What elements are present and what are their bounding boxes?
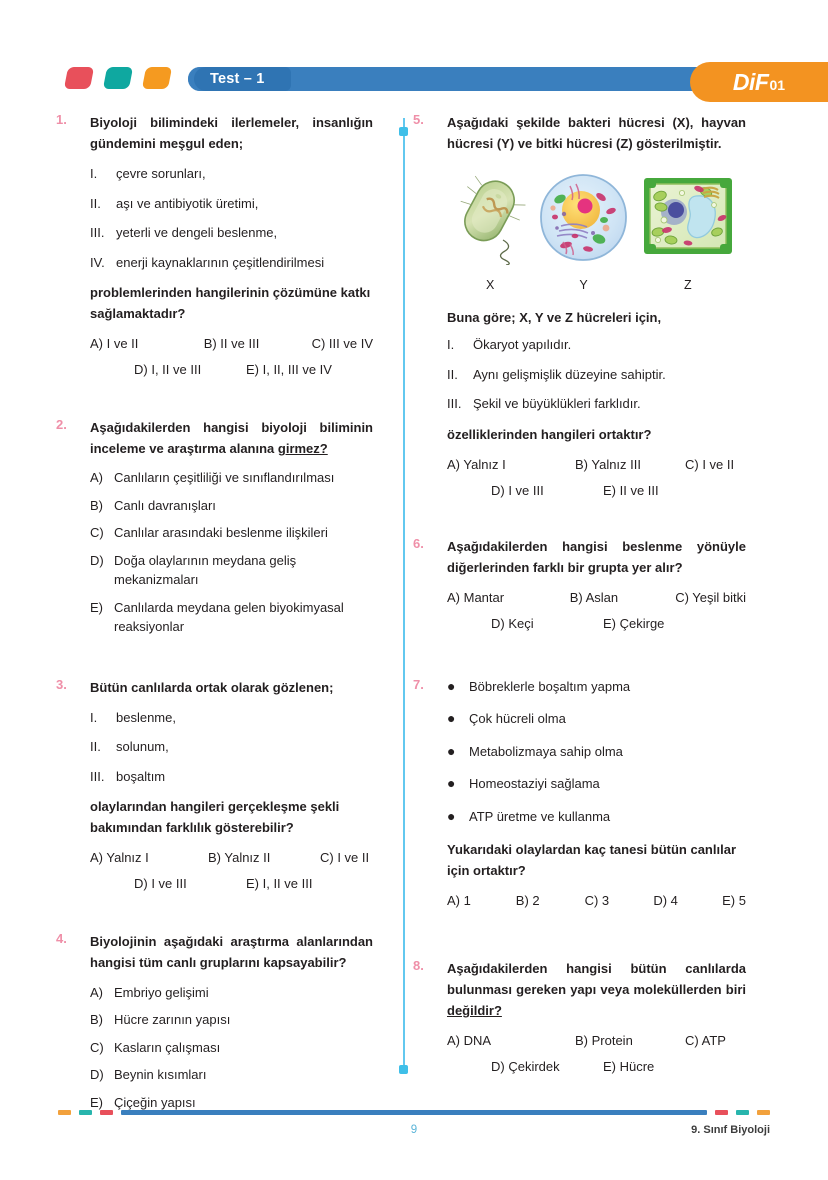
option-row-de [447,483,746,498]
option-b[interactable]: B) II ve III [203,336,260,352]
option-c[interactable]: C) III ve IV [311,336,373,352]
roman-numeral: I. [447,337,455,353]
book-title: 9. Sınıf Biyoloji [691,1124,770,1136]
plant-cell-icon [638,170,738,265]
option-letter: B) [90,1012,103,1028]
option-e[interactable]: E) II ve III [603,482,659,498]
roman-numeral: III. [90,225,105,241]
question-3-roman-list [90,708,373,787]
brand-logo-text: DiF [732,68,769,95]
list-item[interactable] [90,496,373,516]
list-item [90,194,373,214]
bacteria-cell-figure [451,170,529,292]
roman-text: Ökaryot yapılıdır. [473,337,572,353]
question-8-stem-text: Aşağıdakilerden hangisi bütün canlılarda bulunması gereken yapı veya moleküllerden biri [447,961,746,998]
cell-label-z: Z [683,278,692,293]
option-text: Doğa olaylarının meydana geliş mekanizmaları [114,552,297,588]
list-item[interactable] [90,523,373,543]
list-item [447,807,746,827]
list-item [90,164,373,184]
option-e[interactable]: E) Hücre [603,1059,655,1075]
bullet-icon: ● [447,807,456,824]
cell-label-y: Y [579,278,588,293]
question-3-sub-stem: olaylarından hangileri gerçekleşme şekli bakımından farklılık gösterebilir? [90,799,340,836]
option-c[interactable]: C) ATP [685,1033,726,1049]
header-decoration-shapes [66,67,170,89]
brand-logo-number: 01 [769,77,786,93]
footer-dash-gap [92,1110,100,1115]
right-column [373,112,746,1138]
option-d[interactable]: D) Çekirdek [491,1059,560,1075]
page-number: 9 [410,1124,418,1136]
option-e[interactable]: E) 5 [722,893,746,909]
footer-rule [58,1110,770,1115]
question-8 [413,958,746,1074]
option-text: Embriyo gelişimi [114,984,209,1000]
cell-types-figure [447,170,746,292]
question-1-number: 1. [56,112,67,127]
list-item [447,394,746,414]
list-item [90,223,373,243]
option-text: Canlılarda meydana gelen biyokimyasal reaksiyonlar [114,599,344,635]
option-letter: A) [90,984,103,1000]
roman-text: Şekil ve büyüklükleri farklıdır. [473,396,641,412]
question-2-number: 2. [56,417,67,433]
roman-text: enerji kaynaklarının çeşitlendirilmesi [116,254,325,270]
option-letter: E) [90,599,103,615]
question-1 [56,112,373,377]
option-a[interactable]: A) I ve II [90,336,139,352]
option-letter: E) [90,1094,103,1110]
footer-dash-teal-right [736,1110,749,1115]
bullet-icon: ● [447,742,456,759]
bullet-text: Homeostaziyi sağlama [469,776,600,792]
question-7-number: 7. [413,676,424,692]
question-7 [413,677,746,909]
footer-dash-orange-right [757,1110,770,1115]
question-1-stem: Biyoloji bilimindeki ilerlemeler, insanlığın gündemini meşgul eden; [90,115,373,152]
question-6 [413,536,746,631]
list-item [447,742,746,762]
option-c[interactable]: C) I ve II [320,850,370,866]
question-7-options [447,893,746,908]
roman-numeral: IV. [90,254,105,270]
animal-cell-figure [533,170,633,292]
page-header [0,62,828,96]
option-row-de [90,876,373,891]
option-text: Canlı davranışları [114,497,216,513]
question-5-number: 5. [413,112,424,127]
roman-text: solunum, [116,739,169,755]
question-4-options [90,983,373,1113]
roman-numeral: III. [90,768,105,784]
question-4-stem: Biyolojinin aşağıdaki araştırma alanlarından hangisi tüm canlı gruplarını kapsayabilir? [90,934,373,971]
question-2-options [90,468,373,637]
roman-numeral: III. [447,396,462,412]
list-item[interactable] [90,983,373,1003]
option-c[interactable]: C) Yeşil bitki [675,589,746,605]
question-5-figure-caption: Buna göre; X, Y ve Z hücreleri için, [447,310,662,326]
footer-dash-gap [728,1110,736,1115]
question-6-number: 6. [413,535,424,551]
footer-dash-orange-left [58,1110,71,1115]
option-letter: C) [90,1039,104,1055]
question-2-stem [90,417,373,459]
animal-cell-icon [533,170,633,265]
decoration-shape-red [64,67,94,89]
option-d[interactable]: D) 4 [653,893,678,909]
list-item[interactable] [90,1038,373,1058]
footer-dash-gap [707,1110,715,1115]
bacteria-cell-icon [451,170,529,265]
option-d[interactable]: D) I, II ve III [134,362,202,378]
question-5-roman-list [447,335,746,414]
bullet-text: ATP üretme ve kullanma [469,808,611,824]
footer-long-rule [121,1110,707,1115]
bullet-icon: ● [447,677,456,694]
list-item [90,708,373,728]
question-7-sub-stem: Yukarıdaki olaylardan kaç tanesi bütün canlılar için ortaktır? [447,842,737,879]
roman-numeral: I. [90,709,98,725]
question-2-stem-text: Aşağıdakilerden hangisi biyoloji biliminin inceleme ve araştırma alanına [90,420,373,457]
option-row-de [447,1059,746,1074]
roman-numeral: I. [90,166,98,182]
option-text: Canlılar arasındaki beslenme ilişkileri [114,525,328,541]
option-letter: D) [90,552,104,568]
option-c[interactable]: C) I ve II [685,456,735,472]
option-row-abc [90,850,373,865]
question-2-stem-emphasis: girmez? [277,441,328,457]
list-item[interactable] [90,1010,373,1030]
roman-text: çevre sorunları, [116,166,206,182]
option-b[interactable]: B) Protein [575,1033,633,1049]
option-b[interactable]: B) Yalnız II [208,850,271,866]
question-1-options [90,336,373,377]
roman-text: aşı ve antibiyotik üretimi, [116,195,259,211]
option-row-abc [447,590,746,605]
option-a[interactable]: A) Mantar [447,589,505,605]
question-8-number: 8. [413,958,424,974]
option-row-abc [447,457,746,472]
option-d[interactable]: D) Keçi [491,615,534,631]
question-4-number: 4. [56,931,67,947]
option-letter: B) [90,497,103,513]
page-footer [0,1102,828,1148]
option-c[interactable]: C) 3 [584,893,610,909]
list-item [447,709,746,729]
decoration-shape-orange [142,67,172,89]
bullet-icon: ● [447,775,456,792]
question-2 [56,417,373,637]
footer-dash-teal-left [79,1110,92,1115]
list-item [447,365,746,385]
option-d[interactable]: D) I ve III [134,876,187,892]
option-b[interactable]: B) Yalnız III [575,456,641,472]
list-item[interactable] [90,598,373,637]
decoration-shape-teal [103,67,133,89]
question-5-sub-stem: özelliklerinden hangileri ortaktır? [447,426,652,442]
list-item [90,253,373,273]
option-row-de [90,362,373,377]
option-text: Kasların çalışması [114,1039,221,1055]
option-a[interactable]: A) DNA [447,1033,492,1049]
roman-numeral: II. [447,366,458,382]
option-text: Canlıların çeşitliliği ve sınıflandırılması [114,470,335,486]
option-e[interactable]: E) I, II, III ve IV [246,362,332,378]
question-3-number: 3. [56,676,67,692]
roman-text: beslenme, [116,709,176,725]
bullet-text: Böbreklerle boşaltım yapma [469,678,631,694]
roman-text: boşaltım [116,768,166,784]
option-letter: C) [90,525,104,541]
option-a[interactable]: A) 1 [447,893,471,909]
option-row-abc [447,1033,746,1048]
option-e[interactable]: E) Çekirge [603,615,665,631]
list-item[interactable] [90,1065,373,1085]
question-3 [56,677,373,892]
question-4 [56,931,373,1112]
bullet-text: Metabolizmaya sahip olma [469,743,623,759]
bullet-text: Çok hücreli olma [469,711,566,727]
option-d[interactable]: D) I ve III [491,482,544,498]
bullet-icon: ● [447,710,456,727]
question-7-bullet-list [447,677,746,827]
option-row-abcde [447,893,746,908]
roman-numeral: II. [90,739,101,755]
question-5-options [447,457,746,498]
option-e[interactable]: E) I, II ve III [246,876,313,892]
footer-dash-gap [749,1110,757,1115]
footer-dash-gap [113,1110,121,1115]
question-8-stem [447,958,746,1021]
option-b[interactable]: B) Aslan [569,589,619,605]
question-3-stem: Bütün canlılarda ortak olarak gözlenen; [90,679,334,695]
question-8-stem-emphasis: değildir? [447,1003,502,1019]
roman-numeral: II. [90,195,101,211]
option-letter: D) [90,1067,104,1083]
question-6-options [447,590,746,631]
option-a[interactable]: A) Yalnız I [90,850,149,866]
list-item [90,737,373,757]
option-row-de [447,616,746,631]
question-6-stem: Aşağıdakilerden hangisi beslenme yönüyle diğerlerinden farklı bir grupta yer alır? [447,538,746,575]
option-text: Çiçeğin yapısı [114,1094,196,1110]
left-column [0,112,373,1138]
option-b[interactable]: B) 2 [515,893,540,909]
footer-dash-red-left [100,1110,113,1115]
roman-text: yeterli ve dengeli beslenme, [116,225,278,241]
list-item [90,767,373,787]
footer-dash-red-right [715,1110,728,1115]
plant-cell-figure [638,170,738,292]
question-3-options [90,850,373,891]
option-text: Hücre zarının yapısı [114,1012,231,1028]
roman-text: Aynı gelişmişlik düzeyine sahiptir. [473,366,666,382]
list-item[interactable] [90,551,373,590]
question-8-options [447,1033,746,1074]
list-item [447,677,746,697]
question-5-stem: Aşağıdaki şekilde bakteri hücresi (X), hayvan hücresi (Y) ve bitki hücresi (Z) gösterilmiştir. [447,115,746,152]
option-letter: A) [90,470,103,486]
list-item [447,774,746,794]
test-title-label: Test – 1 [210,71,265,87]
question-1-sub-stem: problemlerinden hangilerinin çözümüne katkı sağlamaktadır? [90,285,371,322]
question-5 [413,112,746,498]
question-columns [0,112,828,1138]
test-title-pill [194,67,291,91]
brand-logo-badge [690,62,828,102]
footer-dash-gap [71,1110,79,1115]
list-item [447,335,746,355]
list-item[interactable] [90,468,373,488]
option-text: Beynin kısımları [114,1067,207,1083]
option-row-abc [90,336,373,351]
option-a[interactable]: A) Yalnız I [447,456,506,472]
question-1-roman-list [90,164,373,272]
cell-label-x: X [485,278,495,293]
